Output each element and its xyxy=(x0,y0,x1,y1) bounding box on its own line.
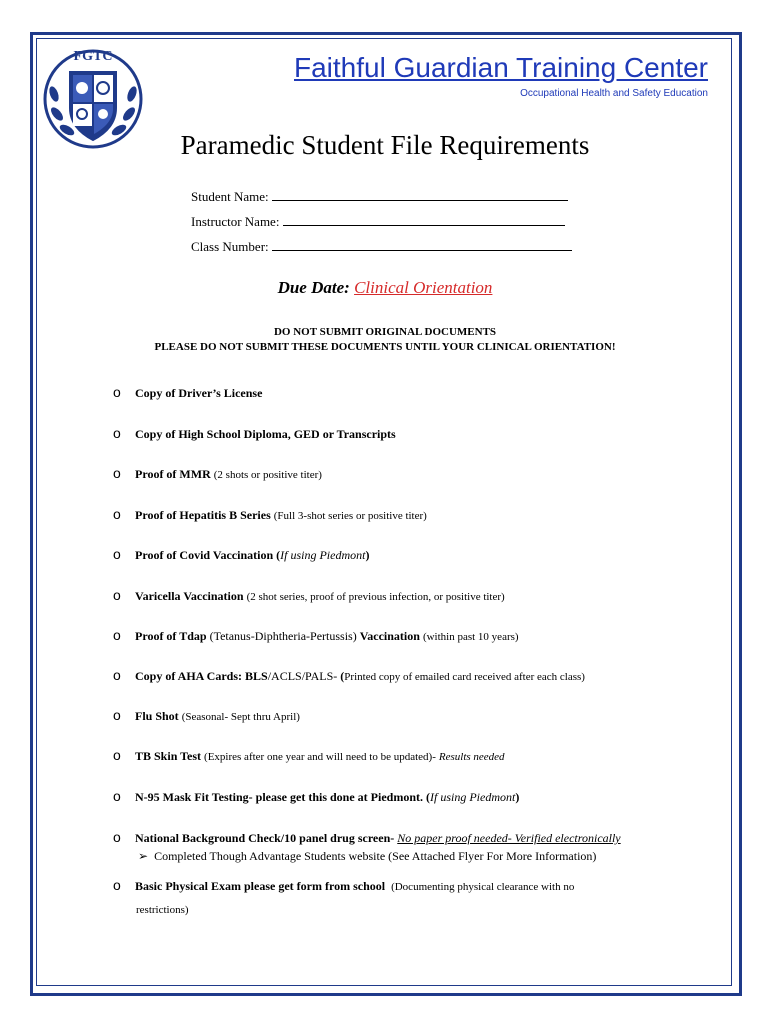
due-date xyxy=(0,278,770,298)
instructor-name-field[interactable] xyxy=(191,214,565,230)
req-physical-exam-continued: restrictions) xyxy=(136,904,189,916)
class-number-label: Class Number: xyxy=(191,239,269,254)
req-physical-exam: o Basic Physical Exam please get form from school (Documenting physical clearance with no xyxy=(113,877,575,893)
bullet-icon: o xyxy=(113,465,121,481)
class-number-line[interactable] xyxy=(272,239,572,251)
bullet-icon: o xyxy=(113,627,121,643)
logo-text xyxy=(58,46,128,64)
document-title: Paramedic Student File Requirements xyxy=(180,130,590,160)
req-varicella: o Varicella Vaccination (2 shot series, proof of previous infection, or positive titer) xyxy=(113,587,505,603)
req-hepatitis-b: o Proof of Hepatitis B Series (Full 3-shot series or positive titer) xyxy=(113,506,427,522)
student-name-label: Student Name: xyxy=(191,189,269,204)
bullet-icon: o xyxy=(113,506,121,522)
due-date-value: Clinical Orientation xyxy=(354,278,493,297)
bullet-icon: o xyxy=(113,788,121,804)
sub-bullet-advantage: ➢ Completed Though Advantage Students website (See Attached Flyer For More Information) xyxy=(138,849,597,863)
instructor-name-line[interactable] xyxy=(283,214,565,226)
req-aha-cards: o Copy of AHA Cards: BLS/ACLS/PALS- (Printed copy of emailed card received after each class) xyxy=(113,667,585,683)
req-diploma: o Copy of High School Diploma, GED or Transcripts xyxy=(113,425,396,441)
req-tb-skin-test: o TB Skin Test (Expires after one year and will need to be updated)- Results needed xyxy=(113,747,505,763)
bullet-icon: o xyxy=(113,425,121,441)
bullet-icon: o xyxy=(113,829,121,845)
student-name-field[interactable] xyxy=(191,189,568,205)
req-n95-fit: o N-95 Mask Fit Testing- please get this done at Piedmont. (If using Piedmont) xyxy=(113,788,520,804)
bullet-icon: o xyxy=(113,747,121,763)
student-name-line[interactable] xyxy=(272,189,568,201)
bullet-icon: o xyxy=(113,877,121,893)
req-drivers-license: o Copy of Driver’s License xyxy=(113,384,263,400)
bullet-icon: o xyxy=(113,384,121,400)
bullet-icon: o xyxy=(113,546,121,562)
req-background-check: o National Background Check/10 panel drug screen- No paper proof needed- Verified electronically xyxy=(113,829,621,845)
req-covid: o Proof of Covid Vaccination (If using Piedmont) xyxy=(113,546,370,562)
svg-text:FGTC: FGTC xyxy=(73,49,113,64)
due-date-label: Due Date: xyxy=(277,278,350,297)
center-name: Faithful Guardian Training Center xyxy=(294,52,708,83)
tagline: Occupational Health and Safety Education xyxy=(520,88,708,99)
bullet-icon: o xyxy=(113,667,121,683)
instructor-name-label: Instructor Name: xyxy=(191,214,280,229)
req-tdap: o Proof of Tdap (Tetanus-Diphtheria-Pertussis) Vaccination (within past 10 years) xyxy=(113,627,519,643)
bullet-icon: o xyxy=(113,587,121,603)
arrow-bullet-icon: ➢ xyxy=(138,849,149,863)
notice-timing: PLEASE DO NOT SUBMIT THESE DOCUMENTS UNTIL YOUR CLINICAL ORIENTATION! xyxy=(154,341,616,353)
req-flu-shot: o Flu Shot (Seasonal- Sept thru April) xyxy=(113,707,300,723)
bullet-icon: o xyxy=(113,707,121,723)
class-number-field[interactable] xyxy=(191,239,572,255)
req-mmr: o Proof of MMR (2 shots or positive titer) xyxy=(113,465,322,481)
notice-original: DO NOT SUBMIT ORIGINAL DOCUMENTS xyxy=(273,326,497,338)
